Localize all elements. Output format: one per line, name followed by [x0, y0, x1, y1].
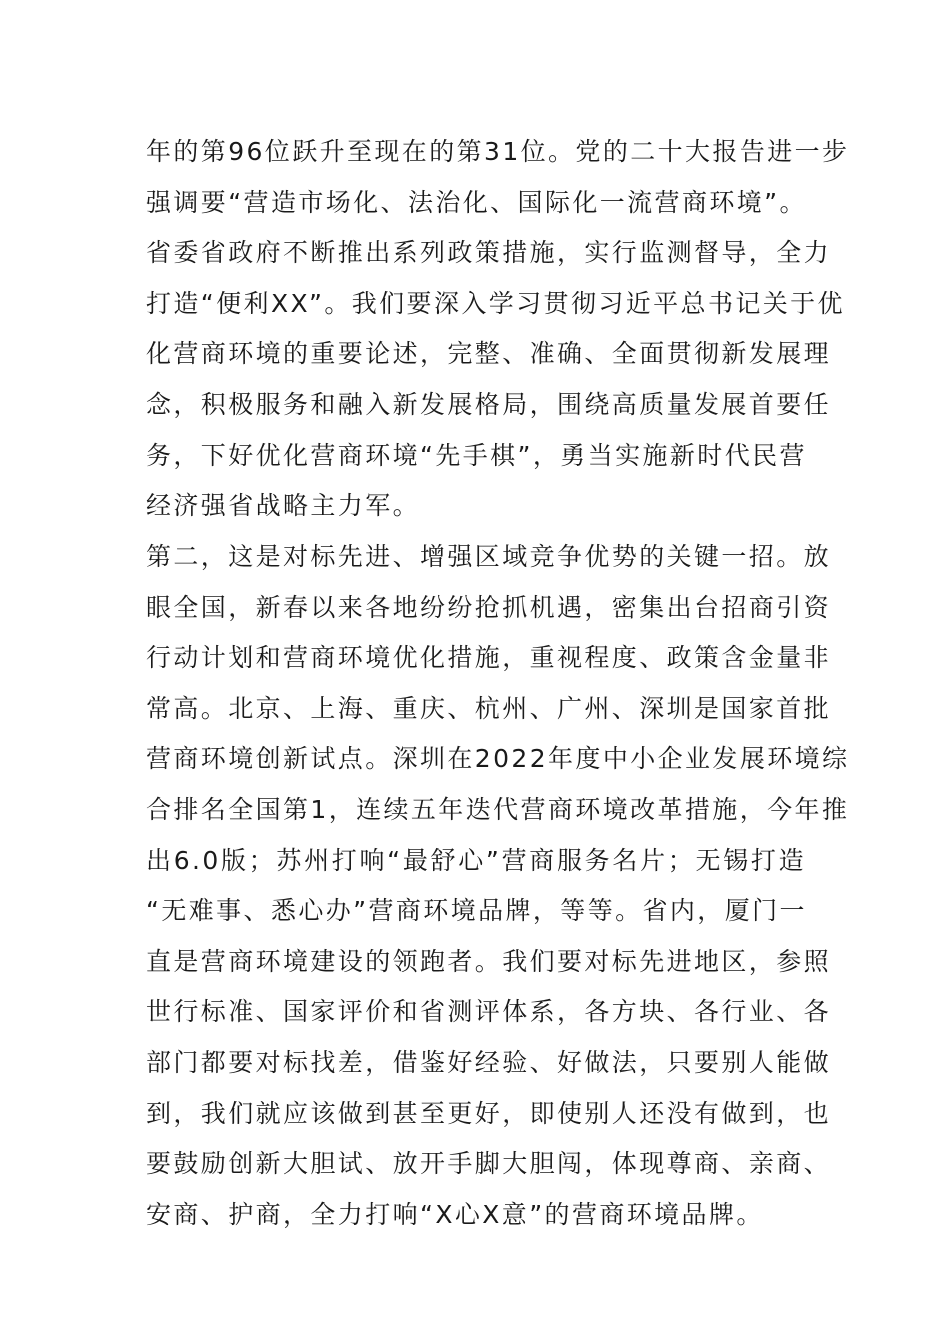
paragraph-2-line-14: 安商、护商，全力打响“X心X意”的营商环境品牌。 — [146, 1199, 764, 1229]
paragraph-1-line-4: 打造“便利XX”。我们要深入学习贯彻习近平总书记关于优 — [146, 288, 845, 318]
paragraph-2-line-13: 要鼓励创新大胆试、放开手脚大胆闯，体现尊商、亲商、 — [146, 1149, 832, 1179]
paragraph-2-line-5: 营商环境创新试点。深圳在2022年度中小企业发展环境综 — [146, 744, 850, 774]
paragraph-2-line-12: 到，我们就应该做到甚至更好，即使别人还没有做到，也 — [146, 1098, 832, 1128]
paragraph-2-line-9: 直是营商环境建设的领跑者。我们要对标先进地区，参照 — [146, 946, 832, 976]
paragraph-2-line-8: “无难事、悉心办”营商环境品牌，等等。省内，厦门一 — [146, 896, 807, 926]
paragraph-2-line-1: 第二，这是对标先进、增强区域竞争优势的关键一招。放 — [146, 542, 832, 571]
paragraph-1-line-1: 年的第96位跃升至现在的第31位。党的二十大报告进一步 — [146, 137, 850, 166]
paragraph-2-line-7: 出6.0版；苏州打响“最舒心”营商服务名片；无锡打造 — [146, 845, 806, 875]
paragraph-2-line-11: 部门都要对标找差，借鉴好经验、好做法，只要别人能做 — [146, 1047, 832, 1077]
paragraph-1-line-7: 务，下好优化营商环境“先手棋”，勇当实施新时代民营 — [146, 440, 807, 470]
paragraph-2-line-6: 合排名全国第1，连续五年迭代营商环境改革措施，今年推 — [146, 794, 850, 824]
paragraph-1 — [146, 127, 850, 532]
paragraph-1-line-3: 省委省政府不断推出系列政策措施，实行监测督导，全力 — [146, 238, 832, 268]
paragraph-2-line-2: 眼全国，新春以来各地纷纷抢抓机遇，密集出台招商引资 — [146, 592, 832, 622]
paragraph-1-line-8: 经济强省战略主力军。 — [146, 491, 421, 521]
paragraph-2-line-4: 常高。北京、上海、重庆、杭州、广州、深圳是国家首批 — [146, 693, 832, 723]
paragraph-2 — [146, 532, 850, 1240]
paragraph-1-line-5: 化营商环境的重要论述，完整、准确、全面贯彻新发展理 — [146, 339, 832, 369]
paragraph-2-line-10: 世行标准、国家评价和省测评体系，各方块、各行业、各 — [146, 997, 832, 1027]
paragraph-2-line-3: 行动计划和营商环境优化措施，重视程度、政策含金量非 — [146, 643, 832, 673]
paragraph-1-line-2: 强调要“营造市场化、法治化、国际化一流营商环境”。 — [146, 187, 807, 217]
paragraph-1-line-6: 念，积极服务和融入新发展格局，围绕高质量发展首要任 — [146, 389, 832, 419]
